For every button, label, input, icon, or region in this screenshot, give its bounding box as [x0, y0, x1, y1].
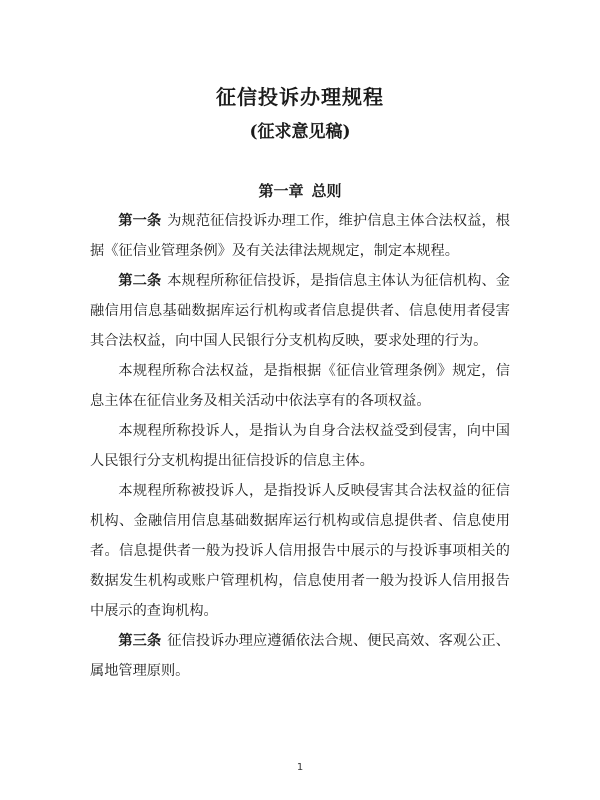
paragraph-text: 本规程所称被投诉人，是指投诉人反映侵害其合法权益的征信机构、金融信用信息基础数据库运行机构或信息提供者、信息使用者。信息提供者一般为投诉人信用报告中展示的与投诉事项相关的数据发生机构或账户管理机构，信息使用者一般为投诉人信用报告中展示的查询机构。	[90, 483, 510, 619]
chapter-name: 总则	[311, 182, 342, 200]
paragraph-respondent	[90, 476, 510, 626]
paragraph-text: 本规程所称投诉人，是指认为自身合法权益受到侵害，向中国人民银行分支机构提出征信投诉的信息主体。	[90, 423, 510, 469]
document-subtitle: (征求意见稿)	[249, 122, 351, 142]
article-label: 第二条	[118, 273, 162, 289]
chapter-heading	[0, 180, 600, 202]
paragraph-lawful-rights	[90, 356, 510, 416]
paragraph-article-3	[90, 626, 510, 686]
paragraph-text: 为规范征信投诉办理工作，维护信息主体合法权益，根据《征信业管理条例》及有关法律法规规定，制定本规程。	[90, 213, 510, 259]
document-title: 征信投诉办理规程	[216, 85, 384, 109]
article-label: 第一条	[118, 213, 162, 229]
paragraph-article-2	[90, 266, 510, 356]
paragraph-text: 本规程所称合法权益，是指根据《征信业管理条例》规定，信息主体在征信业务及相关活动中依法享有的各项权益。	[90, 363, 510, 409]
paragraph-complainant	[90, 416, 510, 476]
article-label: 第三条	[118, 633, 162, 649]
chapter-number: 第一章	[258, 182, 304, 200]
paragraph-text: 征信投诉办理应遵循依法合规、便民高效、客观公正、属地管理原则。	[90, 633, 510, 679]
paragraph-article-1	[90, 206, 510, 266]
document-body	[90, 206, 510, 686]
paragraph-text: 本规程所称征信投诉，是指信息主体认为征信机构、金融信用信息基础数据库运行机构或者信息提供者、信息使用者侵害其合法权益，向中国人民银行分支机构反映，要求处理的行为。	[90, 273, 510, 349]
page-number: 1	[296, 762, 304, 773]
